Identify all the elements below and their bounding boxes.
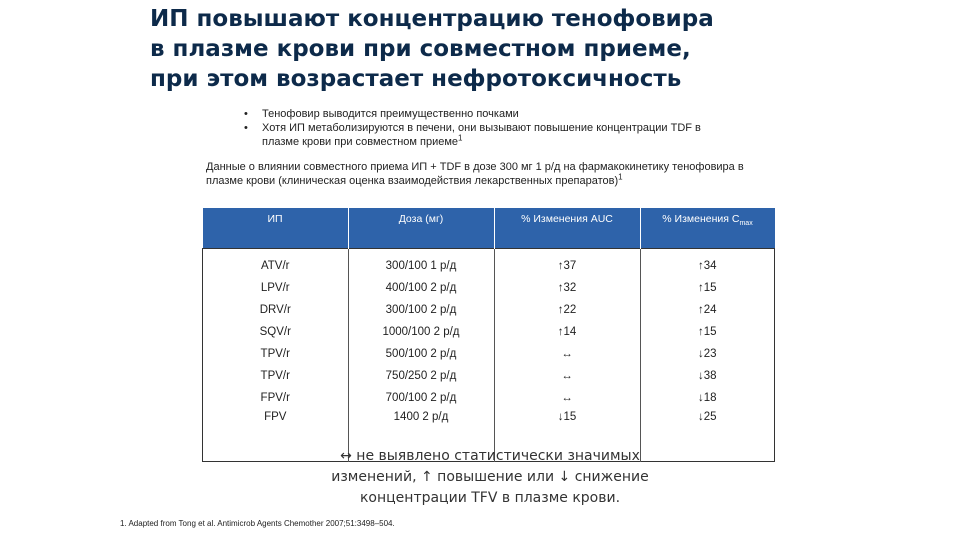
reference-marker: 1 (458, 133, 463, 143)
header-pi: ИП (203, 208, 349, 249)
reference-marker: 1 (618, 172, 623, 182)
header-dose: Доза (мг) (348, 208, 494, 249)
cell-cmax-change: ↓23 (697, 348, 717, 360)
header-cmax-change (640, 208, 775, 249)
cell-pi: SQV/r (203, 321, 349, 343)
cell-cmax-change: ↓25 (697, 411, 717, 423)
cell-dose: 700/100 2 р/д (348, 387, 494, 409)
cell-auc-change: ↔ (494, 365, 640, 387)
cell-cmax-change: ↓38 (697, 370, 717, 382)
caption-text: Данные о влиянии совместного приема ИП + TDF в дозе 300 мг 1 р/д на фармакокинетику тенофовира в плазме крови (клиническая оценка взаимодействия лекарственных препаратов) (206, 161, 744, 187)
table-row (203, 343, 775, 365)
bullet-text: Тенофовир выводится преимущественно почками (262, 108, 519, 120)
cell-cmax-change: ↑15 (697, 282, 717, 294)
bullet-item (244, 107, 724, 121)
title-line: при этом возрастает нефротоксичность (150, 66, 682, 92)
table-body (203, 249, 775, 462)
cell-auc-change: ↑14 (494, 321, 640, 343)
cell-dose: 300/100 1 р/д (348, 249, 494, 278)
cell-dose: 1000/100 2 р/д (348, 321, 494, 343)
cell-dose: 500/100 2 р/д (348, 343, 494, 365)
header-cmax-text: % Изменения C (662, 213, 740, 225)
table-row (203, 387, 775, 409)
cell-dose: 400/100 2 р/д (348, 277, 494, 299)
cell-auc-change: ↑32 (494, 277, 640, 299)
cell-cmax-change: ↑24 (697, 304, 717, 316)
pharmacokinetics-table (202, 208, 775, 462)
table-header-row (203, 208, 775, 249)
cell-pi: DRV/r (203, 299, 349, 321)
cell-auc-change: ↓15 (494, 409, 640, 462)
table-row (203, 299, 775, 321)
cell-cmax-change: ↓18 (697, 392, 717, 404)
reference-footnote: 1. Adapted from Tong et al. Antimicrob Agents Chemother 2007;51:3498–504. (120, 519, 395, 528)
cell-dose: 1400 2 р/д (348, 409, 494, 462)
cell-pi: FPV/r (203, 387, 349, 409)
cell-cmax-change: ↑15 (697, 326, 717, 338)
header-cmax-subscript: max (739, 220, 753, 228)
table-row (203, 277, 775, 299)
cell-auc-change: ↑37 (494, 249, 640, 278)
cell-auc-change: ↔ (494, 343, 640, 365)
table-row (203, 321, 775, 343)
cell-pi: ATV/r (203, 249, 349, 278)
slide-title (150, 4, 870, 94)
cell-pi: TPV/r (203, 343, 349, 365)
bullet-text: Хотя ИП метаболизируются в печени, они вызывают повышение концентрации TDF в плазме крови при совместном приеме (262, 122, 701, 148)
cell-pi: LPV/r (203, 277, 349, 299)
title-line: ИП повышают концентрацию тенофовира (150, 6, 714, 32)
cell-auc-change: ↔ (494, 387, 640, 409)
table-row (203, 249, 775, 278)
cell-pi: TPV/r (203, 365, 349, 387)
cell-dose: 750/250 2 р/д (348, 365, 494, 387)
bullet-item (244, 121, 724, 149)
cell-auc-change: ↑22 (494, 299, 640, 321)
title-line: в плазме крови при совместном приеме, (150, 36, 691, 62)
cell-cmax-change: ↑34 (697, 260, 717, 272)
cell-dose: 300/100 2 р/д (348, 299, 494, 321)
legend-note: ↔ не выявлено статистически значимых изменений, ↑ повышение или ↓ снижение концентрации TFV в плазме крови. (331, 448, 649, 506)
table-row (203, 365, 775, 387)
bullet-list (244, 107, 724, 149)
cell-pi: FPV (203, 409, 349, 462)
header-auc-change: % Изменения AUC (494, 208, 640, 249)
table-caption (206, 160, 766, 188)
